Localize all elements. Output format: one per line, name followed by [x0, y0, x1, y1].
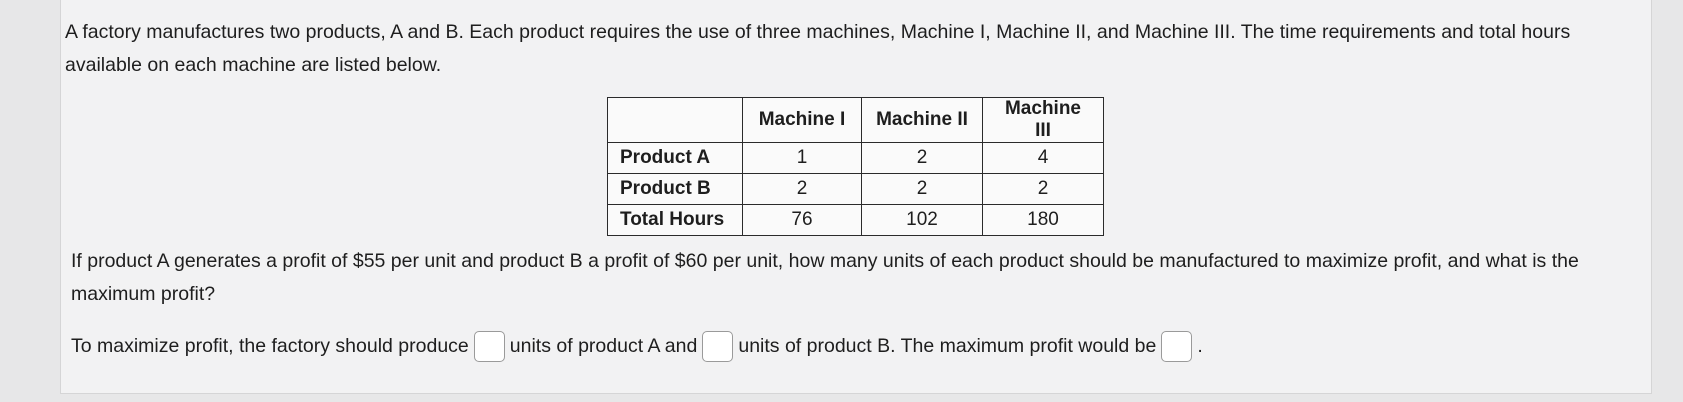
column-header-machine-ii: Machine II: [862, 98, 983, 143]
table-cell: 2: [862, 143, 983, 174]
table-cell: 2: [983, 174, 1104, 205]
table-header-row: [608, 98, 1104, 143]
table-cell: 4: [983, 143, 1104, 174]
max-profit-answer-box[interactable]: [1161, 331, 1192, 362]
answer-text-part-3: units of product B. The maximum profit would be: [738, 335, 1157, 357]
table-corner-cell: [608, 98, 743, 143]
units-b-answer-box[interactable]: [702, 331, 733, 362]
row-header-total-hours: Total Hours: [608, 205, 743, 236]
question-text: If product A generates a profit of $55 per unit and product B a profit of $60 per unit, how many units of each product should be manufactured to maximize profit, and what is the maximum profit?: [71, 250, 1579, 305]
table-row: [608, 174, 1104, 205]
table-cell: 2: [862, 174, 983, 205]
answer-sentence: [71, 328, 1203, 364]
column-header-machine-iii: Machine III: [983, 98, 1104, 143]
problem-intro: A factory manufactures two products, A and B. Each product requires the use of three machines, Machine I, Machine II, and Machine III. The time requirements and total hours available on each machine are listed below.: [65, 21, 1571, 76]
answer-text-part-1: To maximize profit, the factory should produce: [71, 335, 469, 357]
row-header-product-a: Product A: [608, 143, 743, 174]
table-row: [608, 205, 1104, 236]
machine-time-table: [607, 97, 1104, 236]
table-cell: 180: [983, 205, 1104, 236]
column-header-machine-i: Machine I: [743, 98, 862, 143]
answer-text-part-2: units of product A and: [509, 335, 698, 357]
table-row: [608, 143, 1104, 174]
table-cell: 76: [743, 205, 862, 236]
table-cell: 1: [743, 143, 862, 174]
answer-text-end: .: [1197, 335, 1203, 357]
table-cell: 2: [743, 174, 862, 205]
units-a-answer-box[interactable]: [474, 331, 505, 362]
row-header-product-b: Product B: [608, 174, 743, 205]
table-cell: 102: [862, 205, 983, 236]
